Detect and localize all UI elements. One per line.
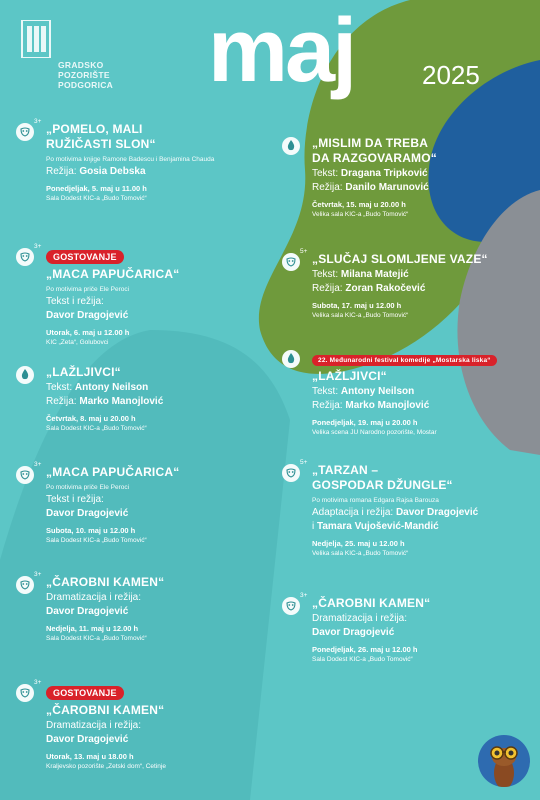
credit-name: Tamara Vujošević-Mandić [317, 521, 439, 532]
theatre-mask-icon [16, 123, 34, 141]
credit-label: Tekst: [312, 269, 341, 280]
event-date: Nedjelja, 25. maj u 12.00 h [312, 539, 405, 548]
event-title: „ČAROBNI KAMEN“ [312, 596, 431, 610]
year-title: 2025 [422, 60, 480, 90]
event-note: Po motivima knjige Ramone Badescu i Benjamina Chauda [46, 156, 215, 163]
event-date: Četvrtak, 8. maj u 20.00 h [46, 414, 136, 423]
event-item [34, 118, 266, 203]
flame-icon [16, 366, 34, 384]
credit-line [46, 507, 266, 520]
credit-line [312, 282, 532, 295]
event-venue: Velika sala KIC-a „Budo Tomović“ [312, 312, 409, 319]
event-date: Nedjelja, 11. maj u 12.00 h [46, 624, 139, 633]
event-title: „MACA PAPUČARICA“ [46, 267, 180, 281]
credit-line [312, 506, 532, 519]
theatre-mask-icon [282, 597, 300, 615]
event-note: Po motivima priče Ele Peroci [46, 484, 130, 491]
credit-line [46, 605, 266, 618]
age-label: 3+ [34, 461, 42, 468]
credit-label: Tekst: [312, 386, 341, 397]
credit-name: Marko Manojlović [345, 400, 430, 411]
credit-label: Dramatizacija i režija: [312, 613, 408, 624]
event-title: „MACA PAPUČARICA“ [46, 465, 180, 479]
credit-line [312, 385, 532, 398]
event-item [34, 679, 266, 771]
credit-name: Davor Dragojević [46, 606, 129, 617]
credit-name: Davor Dragojević [395, 507, 479, 518]
event-venue: Sala Dodest KIC-a „Budo Tomović“ [46, 195, 147, 202]
credit-label: Režija: [312, 182, 346, 193]
credit-line [312, 268, 532, 281]
event-title: „LAŽLJIVCI“ [312, 369, 387, 383]
credit-line [46, 295, 266, 308]
credit-line [46, 733, 266, 746]
credit-label: Tekst i režija: [46, 494, 104, 505]
credit-line [312, 399, 532, 412]
event-item [312, 136, 532, 219]
credit-line [312, 520, 532, 533]
age-label: 5+ [300, 248, 308, 255]
event-title: „SLUČAJ SLOMLJENE VAZE“ [312, 252, 488, 266]
credit-label: Režija: [312, 283, 346, 294]
credit-label: Dramatizacija i režija: [46, 592, 142, 603]
credit-label: Režija: [312, 400, 346, 411]
event-date: Utorak, 13. maj u 18.00 h [46, 752, 134, 761]
event-item [300, 248, 532, 320]
credit-line [312, 612, 532, 625]
credit-name: Dragana Tripković [340, 168, 428, 179]
credit-line [46, 719, 266, 732]
event-item [46, 365, 266, 433]
credit-label: Režija: [46, 166, 80, 177]
age-label: 5+ [300, 459, 308, 466]
mascot-avatar [478, 735, 530, 787]
credit-label: Režija: [46, 396, 80, 407]
event-note: Po motivima priče Ele Peroci [46, 286, 130, 293]
credit-name: Davor Dragojević [46, 508, 129, 519]
event-date: Subota, 17. maj u 12.00 h [312, 301, 402, 310]
event-title: „POMELO, MALI RUŽIČASTI SLON“ [46, 122, 156, 151]
credit-name: Marko Manojlović [79, 396, 164, 407]
theatre-mask-icon [282, 253, 300, 271]
theatre-mask-icon [16, 248, 34, 266]
event-venue: Sala Dodest KIC-a „Budo Tomović“ [46, 537, 147, 544]
theatre-mask-icon [16, 576, 34, 594]
credit-label: Tekst: [312, 168, 341, 179]
credit-name: Zoran Rakočević [345, 283, 426, 294]
event-item [34, 571, 266, 643]
credit-line [46, 309, 266, 322]
theatre-mask-icon [16, 684, 34, 702]
building-logo-icon [20, 20, 52, 58]
credit-name: Davor Dragojević [46, 734, 129, 745]
month-title: maj [208, 1, 355, 101]
event-venue: Velika scena JU Narodno pozorište, Mostar [312, 429, 437, 436]
event-item [312, 349, 532, 437]
event-venue: Sala Dodest KIC-a „Budo Tomović“ [312, 656, 413, 663]
event-date: Ponedjeljak, 19. maj u 20.00 h [312, 418, 418, 427]
age-label: 3+ [34, 243, 42, 250]
event-date: Četvrtak, 15. maj u 20.00 h [312, 200, 406, 209]
event-title: „ČAROBNI KAMEN“ [46, 703, 165, 717]
flame-icon [282, 137, 300, 155]
flame-icon [282, 350, 300, 368]
event-title: „LAŽLJIVCI“ [46, 365, 121, 379]
credit-name: Gosia Debska [79, 166, 146, 177]
theatre-mask-icon [282, 464, 300, 482]
credit-label: Dramatizacija i režija: [46, 720, 142, 731]
credit-line [312, 181, 532, 194]
event-item [34, 461, 266, 545]
event-title: „ČAROBNI KAMEN“ [46, 575, 165, 589]
event-venue: Kraljevsko pozorište „Zetski dom“, Cetinje [46, 763, 166, 770]
credit-line [46, 493, 266, 506]
event-date: Ponedjeljak, 26. maj u 12.00 h [312, 645, 418, 654]
credit-line [46, 381, 266, 394]
theatre-mask-icon [16, 466, 34, 484]
credit-label: Adaptacija i režija: [312, 507, 396, 518]
credit-label: Tekst i režija: [46, 296, 104, 307]
credit-label: i [312, 521, 317, 532]
credit-name: Antony Neilson [340, 386, 415, 397]
event-venue: Sala Dodest KIC-a „Budo Tomović“ [46, 635, 147, 642]
logo-text: GRADSKO POZORIŠTE PODGORICA [58, 60, 114, 90]
event-venue: Sala Dodest KIC-a „Budo Tomović“ [46, 425, 147, 432]
event-date: Subota, 10. maj u 12.00 h [46, 526, 136, 535]
age-label: 3+ [34, 571, 42, 578]
event-item [34, 243, 266, 347]
credit-name: Milana Matejić [340, 269, 409, 280]
event-title: „MISLIM DA TREBA DA RAZGOVARAMO“ [312, 136, 437, 165]
credit-name: Antony Neilson [74, 382, 149, 393]
credit-line [312, 626, 532, 639]
guest-badge: 22. Međunarodni festival komedije „Mostarska liska“ [312, 355, 497, 366]
event-item [300, 592, 532, 664]
credit-line [312, 167, 532, 180]
credit-label: Tekst: [46, 382, 75, 393]
credit-name: Davor Dragojević [46, 310, 129, 321]
credit-line [46, 591, 266, 604]
credit-line [46, 165, 266, 178]
credit-line [46, 395, 266, 408]
event-note: Po motivima romana Edgara Rajsa Barouza [312, 497, 439, 504]
age-label: 3+ [34, 118, 42, 125]
event-venue: Velika sala KIC-a „Budo Tomović“ [312, 550, 409, 557]
event-date: Utorak, 6. maj u 12.00 h [46, 328, 130, 337]
event-venue: Velika sala KIC-a „Budo Tomović“ [312, 211, 409, 218]
guest-badge: GOSTOVANJE [46, 250, 124, 264]
event-title: „TARZAN – GOSPODAR DŽUNGLE“ [312, 463, 453, 492]
event-item [300, 459, 532, 558]
event-date: Ponedjeljak, 5. maj u 11.00 h [46, 184, 147, 193]
age-label: 3+ [34, 679, 42, 686]
age-label: 3+ [300, 592, 308, 599]
credit-name: Davor Dragojević [312, 627, 395, 638]
guest-badge: GOSTOVANJE [46, 686, 124, 700]
event-venue: KIC „Zeta“, Golubovci [46, 339, 109, 346]
credit-name: Danilo Marunović [345, 182, 429, 193]
